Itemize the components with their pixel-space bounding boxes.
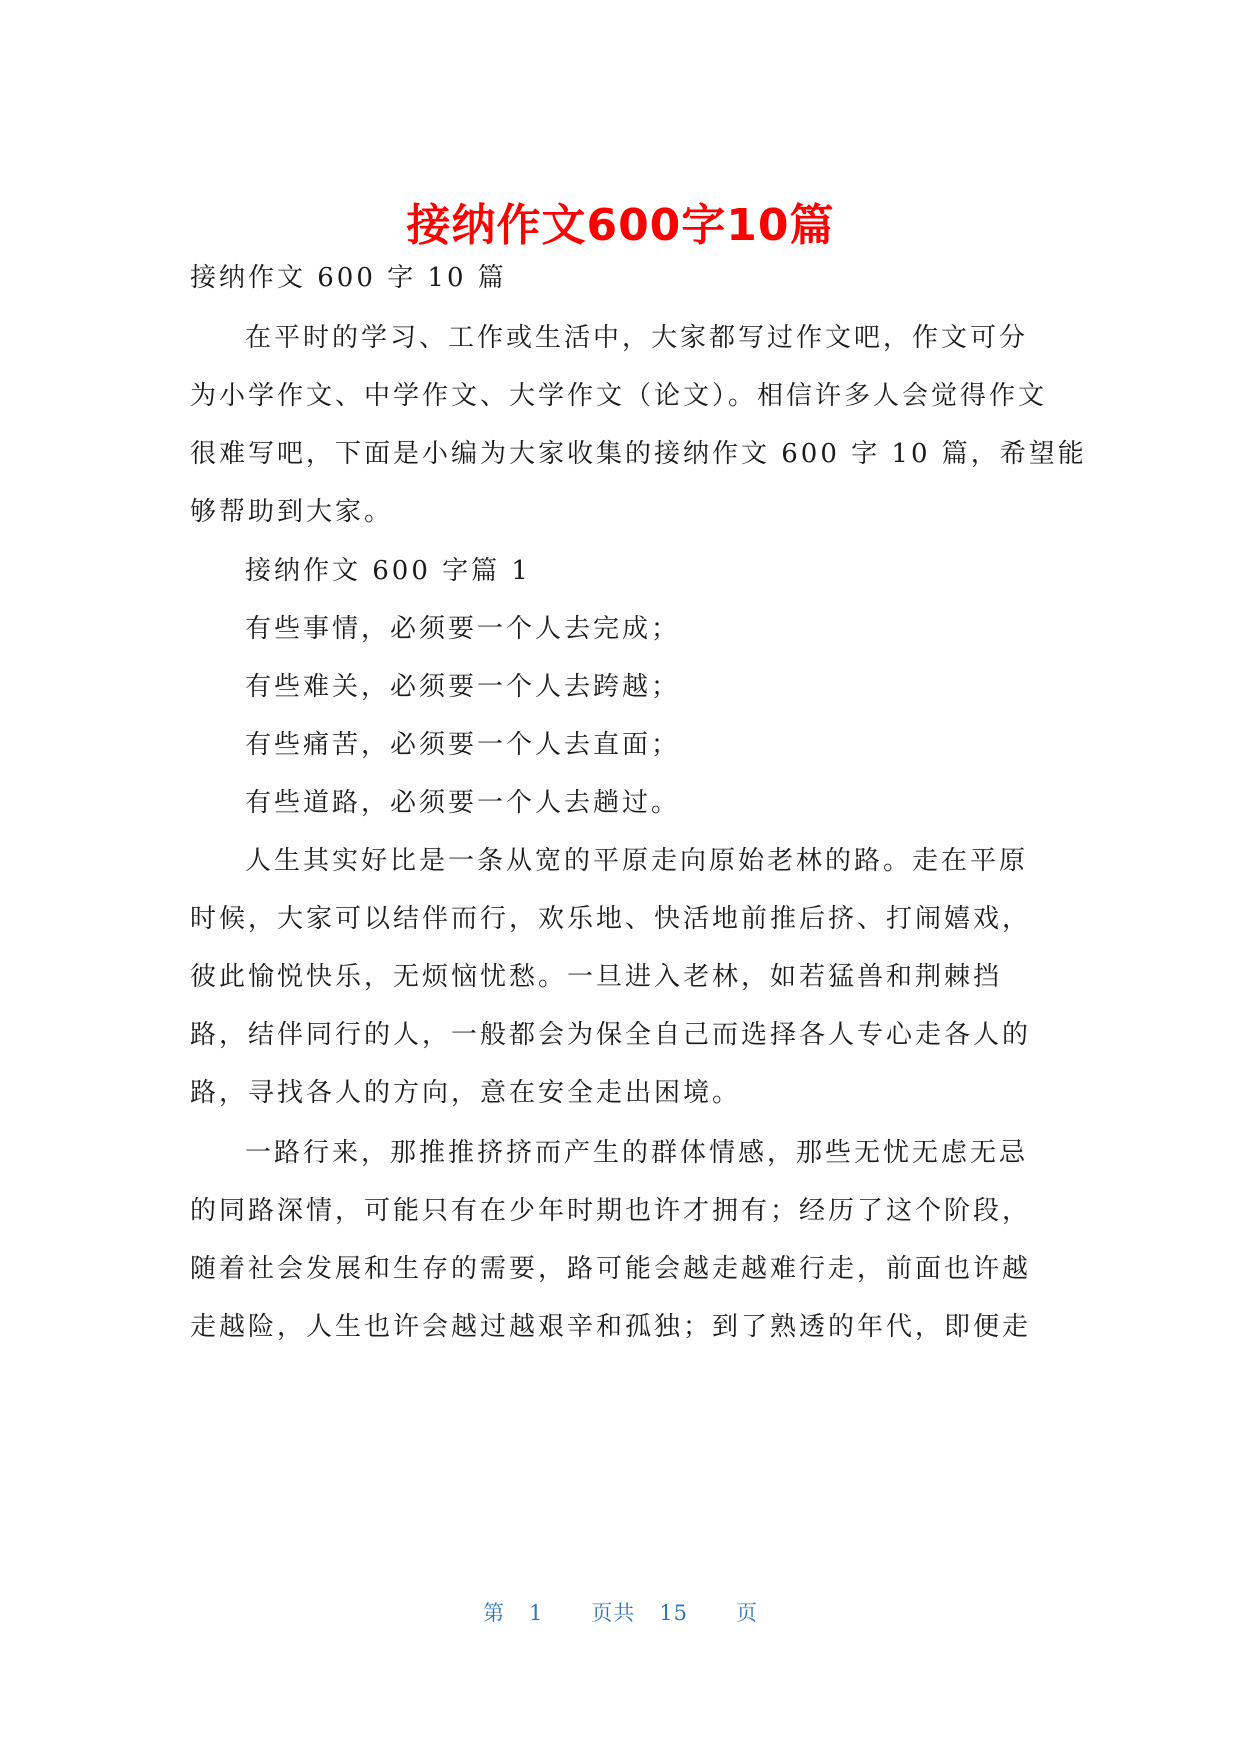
paragraph-line: 一路行来，那推推挤挤而产生的群体情感，那些无忧无虑无忌 [245, 1138, 1029, 1168]
footer-suffix: 页 [736, 1601, 759, 1625]
paragraph-line: 随着社会发展和生存的需要，路可能会越走越难行走，前面也许越 [190, 1254, 1032, 1284]
paragraph-line: 路，寻找各人的方向，意在安全走出困境。 [190, 1078, 742, 1108]
document-title: 接纳作文600字10篇 [406, 200, 835, 251]
footer-current-page: 1 [528, 1601, 544, 1625]
paragraph-line: 的同路深情，可能只有在少年时期也许才拥有；经历了这个阶段， [190, 1196, 1032, 1226]
paragraph-line: 彼此愉悦快乐，无烦恼忧愁。一旦进入老林，如若猛兽和荆棘挡 [190, 962, 1003, 992]
paragraph-line: 够帮助到大家。 [190, 497, 394, 527]
paragraph-line: 路，结伴同行的人，一般都会为保全自己而选择各人专心走各人的 [190, 1020, 1032, 1050]
paragraph-line: 很难写吧，下面是小编为大家收集的接纳作文 600 字 10 篇，希望能 [190, 439, 1087, 469]
subtitle-line: 接纳作文 600 字 10 篇 [190, 263, 507, 293]
footer-prefix: 第 [482, 1601, 505, 1625]
footer-middle: 页共 [591, 1601, 636, 1625]
section-heading: 接纳作文 600 字篇 1 [245, 556, 531, 586]
paragraph-line: 有些难关，必须要一个人去跨越； [245, 672, 681, 702]
paragraph-line: 走越险，人生也许会越过越艰辛和孤独；到了熟透的年代，即便走 [190, 1312, 1032, 1342]
paragraph-line: 有些道路，必须要一个人去趟过。 [245, 788, 681, 818]
paragraph-line: 人生其实好比是一条从宽的平原走向原始老林的路。走在平原 [245, 846, 1029, 876]
paragraph-line: 为小学作文、中学作文、大学作文（论文）。相信许多人会觉得作文 [190, 381, 1048, 411]
footer-total-pages: 15 [659, 1601, 689, 1625]
paragraph-line: 时候，大家可以结伴而行，欢乐地、快活地前推后挤、打闹嬉戏， [190, 904, 1032, 934]
paragraph-line: 在平时的学习、工作或生活中，大家都写过作文吧，作文可分 [245, 323, 1029, 353]
paragraph-line: 有些事情，必须要一个人去完成； [245, 614, 681, 644]
paragraph-line: 有些痛苦，必须要一个人去直面； [245, 730, 681, 760]
page-footer [0, 1597, 1241, 1627]
